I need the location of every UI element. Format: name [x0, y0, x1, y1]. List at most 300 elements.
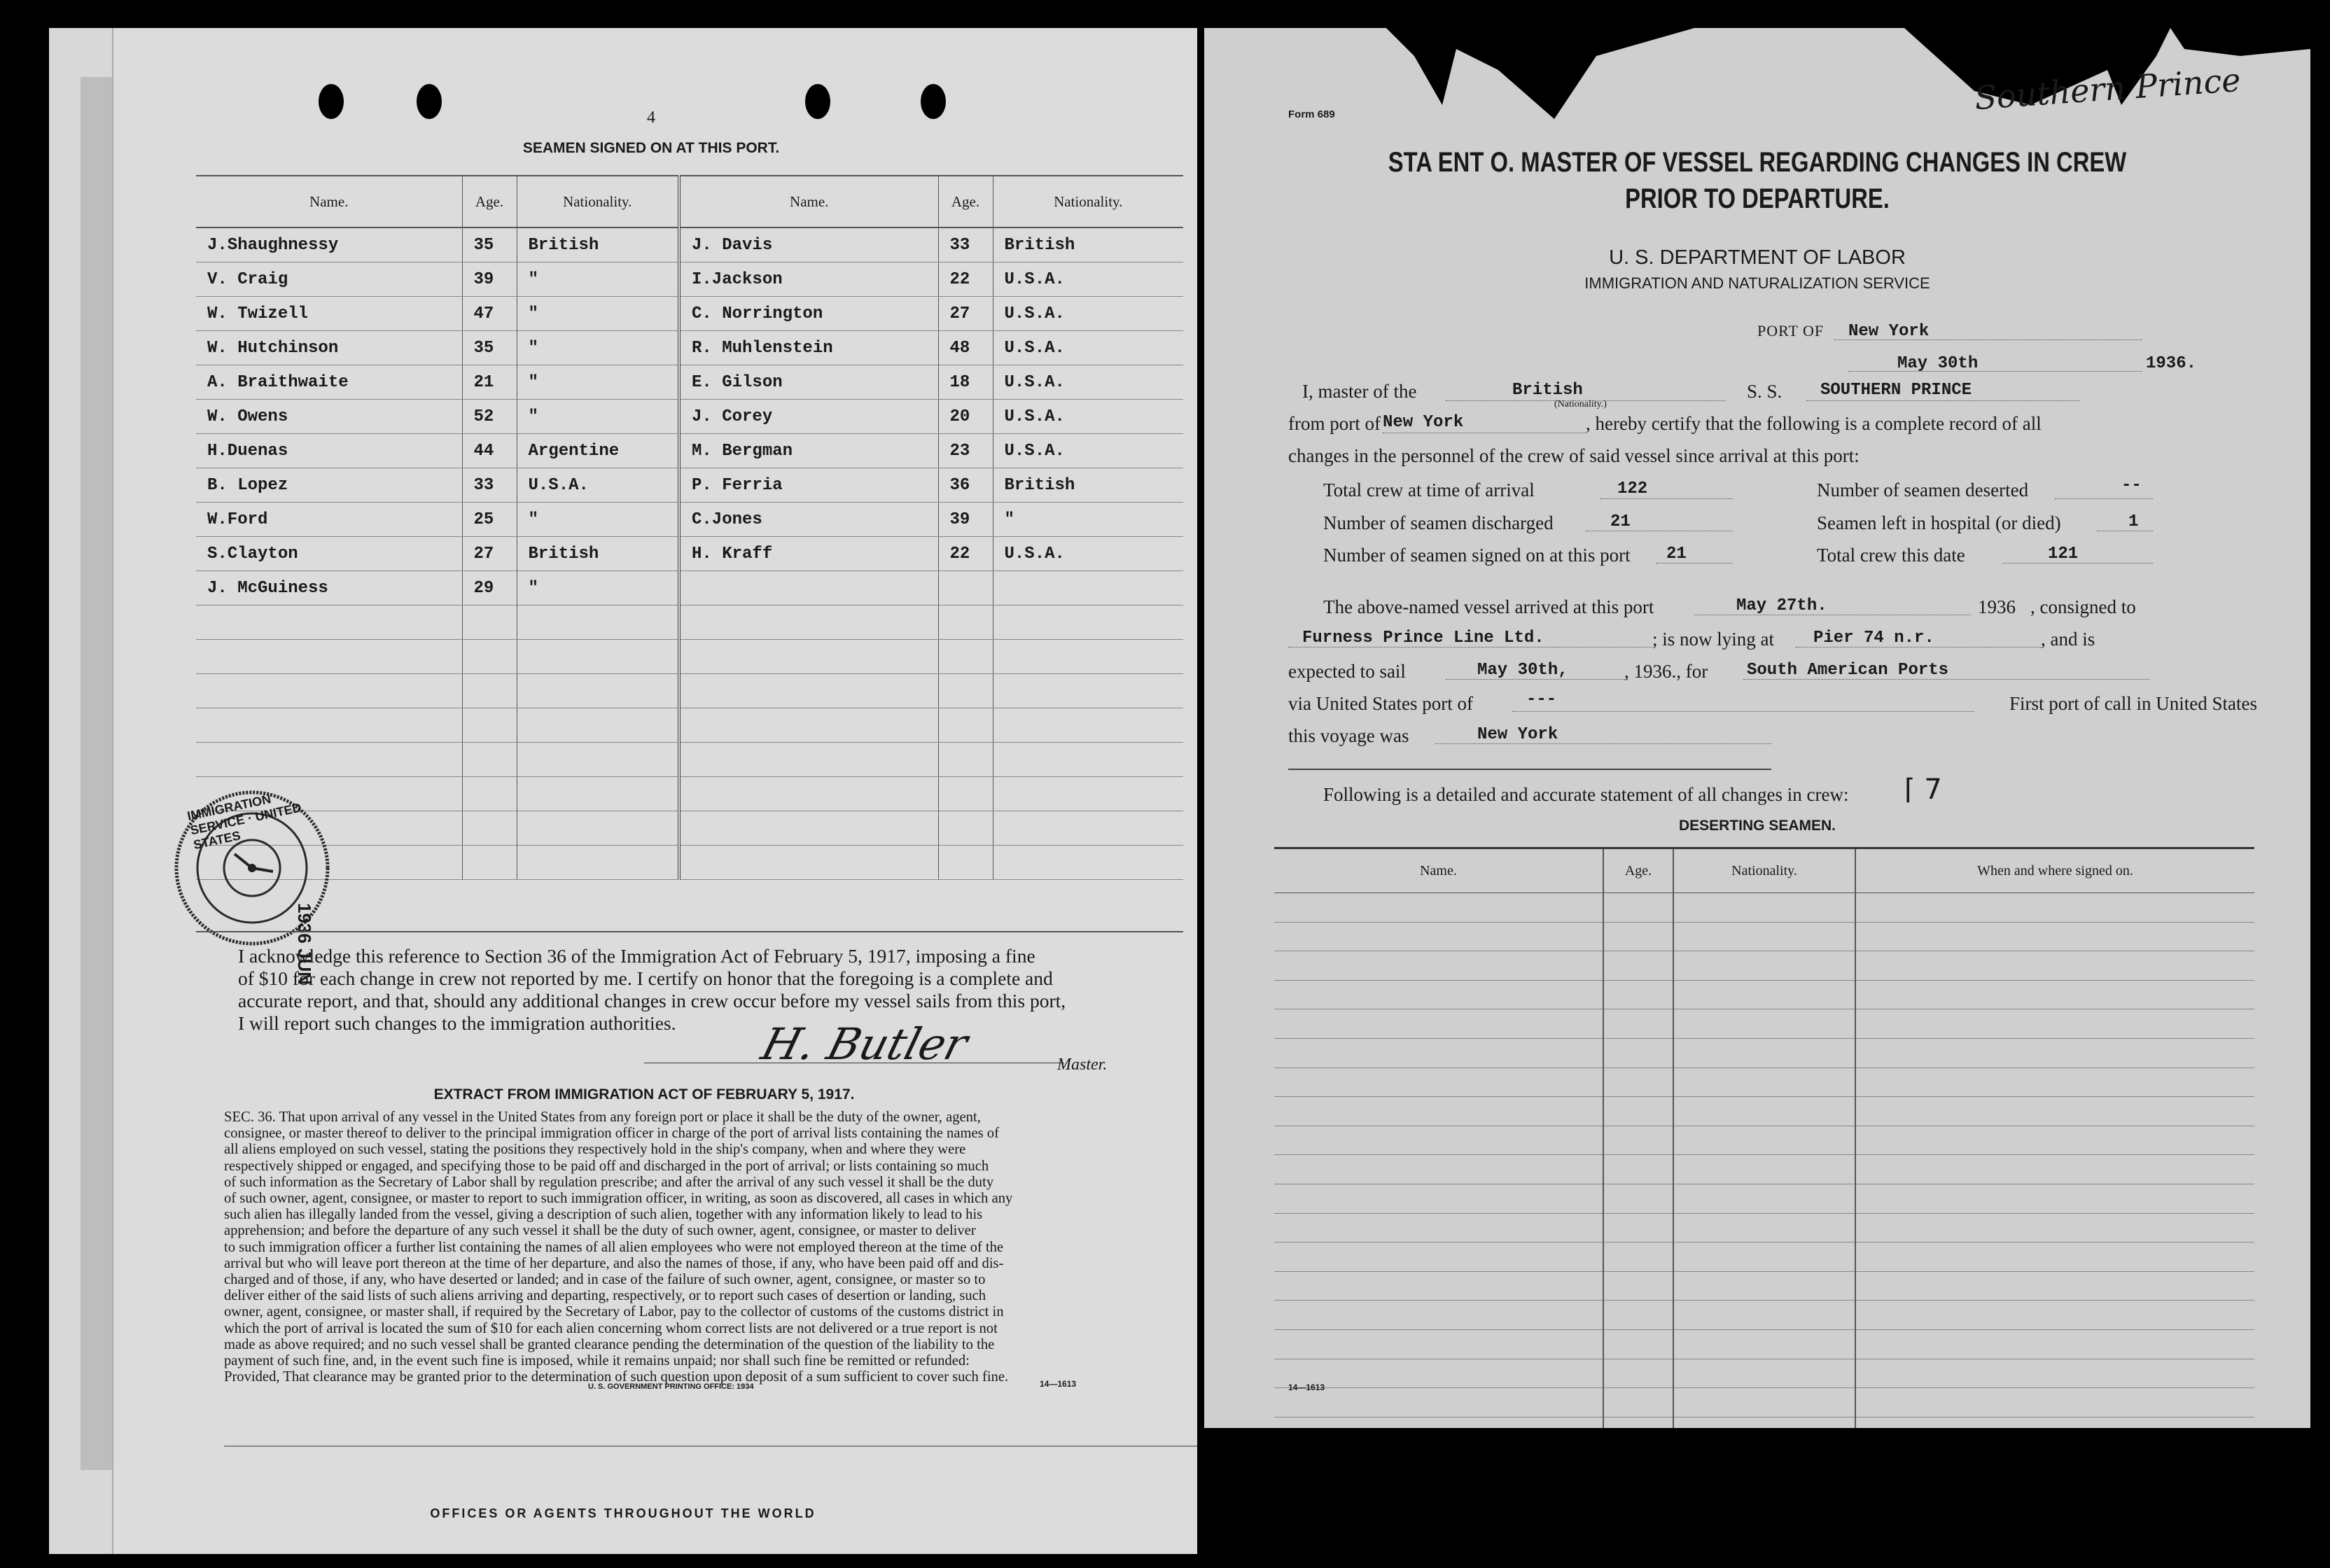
- deserter-signed-on-cell: [1855, 1126, 2254, 1155]
- deserter-name-cell: [1274, 922, 1603, 951]
- seaman-name: [679, 708, 938, 743]
- table-row: [1274, 1068, 2254, 1097]
- seaman-age: [938, 571, 993, 606]
- deserter-name-cell: [1274, 893, 1603, 923]
- form-title-line1: STA ENT O. MASTER OF VESSEL REGARDING CHANGES IN CREW: [1388, 147, 2127, 178]
- seaman-nationality: [993, 640, 1183, 674]
- seaman-age: 25: [462, 503, 517, 537]
- seaman-age: 18: [938, 365, 993, 400]
- deserter-nationality-cell: [1673, 893, 1855, 923]
- seaman-age: 35: [462, 331, 517, 365]
- table-row: [1274, 1155, 2254, 1184]
- right-page: [1204, 28, 2310, 1428]
- seaman-age: [462, 606, 517, 640]
- deserter-signed-on-cell: [1855, 922, 2254, 951]
- destination-value: South American Ports: [1747, 661, 1949, 680]
- table-row: [1274, 951, 2254, 981]
- deserter-nationality-cell: [1673, 951, 1855, 981]
- deserter-name-cell: [1274, 951, 1603, 981]
- seaman-age: 33: [938, 227, 993, 262]
- deserter-age-cell: [1603, 951, 1673, 981]
- deserter-signed-on-cell: [1855, 1388, 2254, 1418]
- consigned-text: , consigned to: [2030, 596, 2136, 617]
- seaman-age: [462, 743, 517, 777]
- master-signature: H. Butler: [756, 1018, 973, 1070]
- ack-line: I acknowledge this reference to Section 36 of the Immigration Act of February 5, 1917, imposing a fine: [238, 945, 1035, 967]
- seaman-name: W.Ford: [196, 503, 462, 537]
- extract-line: such alien has illegally landed from the vessel, giving a description of such alien, together with any information likely to lead to his: [224, 1207, 983, 1223]
- deserter-age-cell: [1603, 1155, 1673, 1184]
- deserter-age-cell: [1603, 1038, 1673, 1068]
- deserter-name-cell: [1274, 1038, 1603, 1068]
- page-number: 4: [647, 108, 655, 127]
- table-row: [196, 606, 1183, 640]
- from-port-value: New York: [1383, 413, 1464, 432]
- seaman-age: 48: [938, 331, 993, 365]
- lying-text: ; is now lying at: [1652, 629, 1774, 650]
- deserter-name-cell: [1274, 1068, 1603, 1097]
- deserter-age-cell: [1603, 1388, 1673, 1418]
- seaman-age: 27: [462, 537, 517, 571]
- seaman-nationality: [993, 811, 1183, 846]
- deserter-signed-on-cell: [1855, 1213, 2254, 1242]
- deserter-age-cell: [1603, 1301, 1673, 1330]
- seaman-age: [938, 846, 993, 880]
- seaman-nationality: ": [517, 503, 679, 537]
- deserter-age-cell: [1603, 1097, 1673, 1126]
- seaman-nationality: U.S.A.: [993, 365, 1183, 400]
- master-of-text: I, master of the: [1302, 381, 1417, 402]
- extract-line: charged and of those, if any, who have deserted or landed; and in case of the failure of such owner, agent, consignee, or master so to: [224, 1272, 986, 1288]
- nationality-value: British: [1512, 381, 1583, 400]
- seaman-age: [938, 708, 993, 743]
- bottom-text: OFFICES OR AGENTS THROUGHOUT THE WORLD: [430, 1506, 816, 1520]
- seaman-nationality: U.S.A.: [517, 468, 679, 503]
- punch-hole: [417, 84, 442, 119]
- seaman-nationality: [993, 708, 1183, 743]
- table-row: [1274, 893, 2254, 923]
- seamen-title: SEAMEN SIGNED ON AT THIS PORT.: [522, 140, 780, 156]
- seaman-nationality: U.S.A.: [993, 331, 1183, 365]
- deserter-nationality-cell: [1673, 1126, 1855, 1155]
- seaman-nationality: [517, 674, 679, 708]
- extract-line: which the port of arrival is located the sum of $10 for each alien concerning whom correct lists are not delivered or a true report is not: [224, 1320, 998, 1336]
- seaman-age: [938, 674, 993, 708]
- deserter-name-cell: [1274, 1126, 1603, 1155]
- seaman-name: [679, 846, 938, 880]
- deserter-name-cell: [1274, 1329, 1603, 1359]
- voyage-rule: [1288, 769, 1771, 770]
- seaman-age: 33: [462, 468, 517, 503]
- table-row: [1274, 1388, 2254, 1418]
- seaman-nationality: U.S.A.: [993, 537, 1183, 571]
- seaman-age: 22: [938, 537, 993, 571]
- deserter-name-cell: [1274, 1417, 1603, 1428]
- seaman-age: 52: [462, 400, 517, 434]
- seaman-name: V. Craig: [196, 262, 462, 297]
- table-row: [196, 331, 1183, 365]
- deserter-name-cell: [1274, 1155, 1603, 1184]
- table-row: [196, 365, 1183, 400]
- col-header-age: Age.: [462, 176, 517, 227]
- deserter-age-cell: [1603, 1068, 1673, 1097]
- extract-text: [224, 1110, 1197, 1385]
- table-row: [196, 537, 1183, 571]
- seaman-age: [462, 846, 517, 880]
- voyage-value: New York: [1477, 725, 1558, 744]
- port-value: New York: [1848, 322, 1930, 341]
- seaman-nationality: ": [517, 262, 679, 297]
- extract-line: deliver either of the said lists of such aliens arriving and departing, respectively, or to report such cases of desertion or landing, such: [224, 1288, 986, 1304]
- deserter-signed-on-cell: [1855, 1068, 2254, 1097]
- table-bottom-rule: [196, 931, 1183, 932]
- deserting-title: DESERTING SEAMEN.: [1678, 818, 1836, 834]
- seaman-age: 21: [462, 365, 517, 400]
- deserter-nationality-cell: [1673, 1184, 1855, 1213]
- deserter-nationality-cell: [1673, 1359, 1855, 1388]
- col-header-name: Name.: [679, 176, 938, 227]
- table-row: [1274, 1329, 2254, 1359]
- col-header-age: Age.: [1603, 848, 1673, 893]
- ship-name: SOUTHERN PRINCE: [1820, 381, 1972, 400]
- seaman-name: J. McGuiness: [196, 571, 462, 606]
- service-name: IMMIGRATION AND NATURALIZATION SERVICE: [1584, 274, 1930, 292]
- seaman-name: B. Lopez: [196, 468, 462, 503]
- seaman-name: [196, 708, 462, 743]
- extract-line: consignee, or master thereof to deliver to the principal immigration officer in charge of the port of arrival lists containing the names of: [224, 1126, 999, 1142]
- deserter-nationality-cell: [1673, 1388, 1855, 1418]
- left-form-code: 14—1613: [1040, 1379, 1077, 1389]
- seaman-nationality: [993, 674, 1183, 708]
- seaman-name: W. Owens: [196, 400, 462, 434]
- seaman-nationality: British: [993, 468, 1183, 503]
- extract-line: apprehension; and before the departure of any such vessel it shall be the duty of such owner, agent, consignee, or master to deliver: [224, 1223, 976, 1239]
- acknowledgement-text: [238, 945, 1197, 1035]
- seaman-age: [462, 674, 517, 708]
- handwritten-mark: ⌈ 7: [1904, 774, 1942, 806]
- seaman-age: 23: [938, 434, 993, 468]
- deserter-signed-on-cell: [1855, 1038, 2254, 1068]
- seaman-age: [938, 606, 993, 640]
- date-value: May 30th: [1897, 354, 1979, 373]
- table-row: [196, 640, 1183, 674]
- deserter-nationality-cell: [1673, 1038, 1855, 1068]
- deserter-name-cell: [1274, 1242, 1603, 1272]
- deserter-signed-on-cell: [1855, 1097, 2254, 1126]
- table-row: [1274, 922, 2254, 951]
- total-crew-arrival-line: [1600, 498, 1733, 499]
- deserter-signed-on-cell: [1855, 1242, 2254, 1272]
- deserter-age-cell: [1603, 1417, 1673, 1428]
- table-row: [1274, 1097, 2254, 1126]
- extract-line: owner, agent, consignee, or master shall, if required by the Secretary of Labor, pay to the collector of customs of the customs district in: [224, 1304, 1004, 1320]
- seaman-nationality: ": [993, 503, 1183, 537]
- deserter-nationality-cell: [1673, 1329, 1855, 1359]
- department-name: U. S. DEPARTMENT OF LABOR: [1609, 246, 1906, 269]
- seaman-name: S.Clayton: [196, 537, 462, 571]
- seaman-nationality: [517, 606, 679, 640]
- via-value: ---: [1526, 690, 1557, 709]
- seaman-age: [938, 777, 993, 811]
- deserter-nationality-cell: [1673, 1155, 1855, 1184]
- deserter-signed-on-cell: [1855, 1271, 2254, 1301]
- seaman-name: [679, 811, 938, 846]
- seaman-name: R. Muhlenstein: [679, 331, 938, 365]
- table-row: [1274, 1301, 2254, 1330]
- deserter-signed-on-cell: [1855, 1155, 2254, 1184]
- seaman-age: [462, 708, 517, 743]
- extract-line: to such immigration officer a further list containing the names of all alien employees who were not employed thereon at the time of the: [224, 1239, 1004, 1255]
- date-line: [1848, 371, 2142, 372]
- seaman-nationality: U.S.A.: [993, 434, 1183, 468]
- sail-year-text: , 1936., for: [1624, 661, 1708, 682]
- seaman-nationality: [517, 708, 679, 743]
- table-row: [196, 400, 1183, 434]
- seaman-name: P. Ferria: [679, 468, 938, 503]
- seaman-name: J.Shaughnessy: [196, 227, 462, 262]
- seaman-nationality: British: [993, 227, 1183, 262]
- deserting-table: [1274, 847, 2254, 1428]
- seaman-name: A. Braithwaite: [196, 365, 462, 400]
- deserter-nationality-cell: [1673, 1242, 1855, 1272]
- seaman-nationality: ": [517, 365, 679, 400]
- deserter-nationality-cell: [1673, 1301, 1855, 1330]
- deserter-age-cell: [1603, 1271, 1673, 1301]
- form-label: Form 689: [1288, 108, 1335, 120]
- deserter-age-cell: [1603, 1359, 1673, 1388]
- extract-title: EXTRACT FROM IMMIGRATION ACT OF FEBRUARY 5, 1917.: [433, 1086, 855, 1102]
- seaman-nationality: [993, 743, 1183, 777]
- seaman-nationality: [517, 743, 679, 777]
- table-row: [1274, 1417, 2254, 1428]
- bottom-rule: [224, 1446, 1197, 1447]
- deserter-signed-on-cell: [1855, 1301, 2254, 1330]
- table-row: [196, 503, 1183, 537]
- punch-hole: [921, 84, 946, 119]
- deserter-signed-on-cell: [1855, 1184, 2254, 1213]
- left-page: [49, 28, 1197, 1554]
- total-crew-date-value: 121: [2048, 545, 2079, 564]
- seaman-name: E. Gilson: [679, 365, 938, 400]
- deserter-age-cell: [1603, 1213, 1673, 1242]
- deserter-name-cell: [1274, 980, 1603, 1009]
- deserter-nationality-cell: [1673, 1417, 1855, 1428]
- deserter-age-cell: [1603, 1329, 1673, 1359]
- extract-line: arrival but who will leave port thereon at the time of her departure, and also the names of those, if any, who have been paid off and dis-: [224, 1255, 1004, 1271]
- deserter-name-cell: [1274, 1097, 1603, 1126]
- seamen-header-row: [196, 176, 1183, 227]
- ss-label: S. S.: [1747, 381, 1783, 402]
- handwritten-corner: Southern Prince: [1973, 60, 2242, 118]
- table-row: [1274, 1126, 2254, 1155]
- deserter-nationality-cell: [1673, 1213, 1855, 1242]
- via-text: via United States port of: [1288, 693, 1473, 714]
- seaman-name: C.Jones: [679, 503, 938, 537]
- deserter-signed-on-cell: [1855, 1009, 2254, 1039]
- seaman-nationality: [993, 846, 1183, 880]
- seaman-name: J. Corey: [679, 400, 938, 434]
- seaman-age: [938, 811, 993, 846]
- and-is-text: , and is: [2041, 629, 2095, 650]
- seaman-nationality: ": [517, 571, 679, 606]
- total-crew-arrival-label: Total crew at time of arrival: [1323, 479, 1535, 500]
- certify-text: , hereby certify that the following is a complete record of all: [1586, 413, 2042, 434]
- seaman-nationality: U.S.A.: [993, 262, 1183, 297]
- nationality-caption: (Nationality.): [1554, 399, 1607, 410]
- extract-line: SEC. 36. That upon arrival of any vessel in the United States from any foreign port or place it shall be the duty of the owner, agent,: [224, 1110, 981, 1125]
- seaman-nationality: ": [517, 331, 679, 365]
- deserter-age-cell: [1603, 980, 1673, 1009]
- col-header-nationality: Nationality.: [1673, 848, 1855, 893]
- signed-on-value: 21: [1666, 545, 1687, 564]
- right-form-code: 14—1613: [1288, 1382, 1325, 1392]
- deserter-name-cell: [1274, 1213, 1603, 1242]
- port-label: PORT OF: [1757, 322, 1825, 340]
- table-row: [1274, 1359, 2254, 1388]
- seaman-name: [679, 571, 938, 606]
- extract-line: of such information as the Secretary of Labor shall by regulation prescribe; and after the arrival of any such vessel it shall be the duty: [224, 1174, 994, 1190]
- seaman-age: [462, 777, 517, 811]
- deserter-signed-on-cell: [1855, 893, 2254, 923]
- seaman-name: [196, 640, 462, 674]
- table-row: [196, 811, 1183, 846]
- seaman-age: 22: [938, 262, 993, 297]
- col-header-signed-on: When and where signed on.: [1855, 848, 2254, 893]
- seaman-nationality: [993, 777, 1183, 811]
- seaman-age: [938, 640, 993, 674]
- hospital-value: 1: [2128, 512, 2139, 531]
- seaman-name: H.Duenas: [196, 434, 462, 468]
- col-header-nationality: Nationality.: [517, 176, 679, 227]
- seaman-name: W. Twizell: [196, 297, 462, 331]
- total-crew-date-label: Total crew this date: [1817, 545, 1965, 566]
- extract-line: respectively shipped or engaged, and specifying those to be paid off and discharged in the port of arrival; or lists containing so much: [224, 1158, 989, 1174]
- seaman-age: [462, 640, 517, 674]
- deserted-value: --: [2121, 476, 2142, 495]
- table-row: [196, 262, 1183, 297]
- seaman-age: 47: [462, 297, 517, 331]
- col-header-nationality: Nationality.: [993, 176, 1183, 227]
- table-row: [1274, 1184, 2254, 1213]
- col-header-name: Name.: [196, 176, 462, 227]
- table-row: [1274, 1009, 2254, 1039]
- seaman-nationality: British: [517, 537, 679, 571]
- ack-line: I will report such changes to the immigration authorities.: [238, 1012, 676, 1034]
- seamen-table: [196, 175, 1183, 880]
- signed-on-label: Number of seamen signed on at this port: [1323, 545, 1631, 566]
- punch-hole: [805, 84, 830, 119]
- extract-line: all aliens employed on such vessel, stating the positions they respectively hold in the ship's company, when and where they were: [224, 1142, 966, 1158]
- deserter-age-cell: [1603, 1009, 1673, 1039]
- table-row: [1274, 1242, 2254, 1272]
- table-row: [1274, 1271, 2254, 1301]
- seaman-name: M. Bergman: [679, 434, 938, 468]
- hospital-label: Seamen left in hospital (or died): [1817, 512, 2061, 533]
- seaman-name: [679, 777, 938, 811]
- deserter-nationality-cell: [1673, 1271, 1855, 1301]
- deserter-age-cell: [1603, 922, 1673, 951]
- seaman-name: [679, 743, 938, 777]
- following-text: Following is a detailed and accurate statement of all changes in crew:: [1323, 784, 1849, 805]
- deserter-name-cell: [1274, 1271, 1603, 1301]
- deserted-line: [2055, 498, 2153, 499]
- ack-line: accurate report, and that, should any additional changes in crew occur before my vessel sails from this port,: [238, 990, 1066, 1011]
- col-header-name: Name.: [1274, 848, 1603, 893]
- seaman-name: [679, 606, 938, 640]
- form-title-line2: PRIOR TO DEPARTURE.: [1625, 183, 1890, 214]
- table-row: [196, 227, 1183, 262]
- discharged-label: Number of seamen discharged: [1323, 512, 1554, 533]
- deserter-nationality-cell: [1673, 1068, 1855, 1097]
- table-row: [196, 297, 1183, 331]
- table-row: [196, 674, 1183, 708]
- deserter-signed-on-cell: [1855, 1417, 2254, 1428]
- seaman-name: [679, 674, 938, 708]
- seaman-name: C. Norrington: [679, 297, 938, 331]
- seaman-name: [196, 606, 462, 640]
- seaman-name: J. Davis: [679, 227, 938, 262]
- voyage-text: this voyage was: [1288, 725, 1409, 746]
- printing-office: U. S. GOVERNMENT PRINTING OFFICE: 1934: [588, 1382, 754, 1391]
- year-value: 1936.: [2146, 354, 2197, 373]
- total-crew-arrival-value: 122: [1617, 479, 1648, 498]
- from-port-label: from port of: [1288, 413, 1381, 434]
- table-row: [196, 708, 1183, 743]
- seaman-name: [196, 743, 462, 777]
- seaman-age: 39: [462, 262, 517, 297]
- table-row: [1274, 1038, 2254, 1068]
- deserter-signed-on-cell: [1855, 980, 2254, 1009]
- deserter-name-cell: [1274, 1301, 1603, 1330]
- pier-value: Pier 74 n.r.: [1813, 629, 1934, 648]
- arrived-year: 1936: [1978, 596, 2016, 617]
- seaman-name: [196, 674, 462, 708]
- ship-line: [1806, 400, 2079, 401]
- deserter-name-cell: [1274, 1009, 1603, 1039]
- table-row: [196, 777, 1183, 811]
- extract-line: of such owner, agent, consignee, or master to report to such immigration officer, in writing, as soon as discovered, all cases in which any: [224, 1191, 1013, 1207]
- seaman-nationality: [993, 606, 1183, 640]
- changes-text: changes in the personnel of the crew of said vessel since arrival at this port:: [1288, 445, 1860, 466]
- expected-text: expected to sail: [1288, 661, 1406, 682]
- ack-line: of $10 for each change in crew not reported by me. I certify on honor that the foregoing is a complete and: [238, 967, 1053, 989]
- stamp-date: 1936 JUN: [294, 903, 315, 986]
- seaman-nationality: British: [517, 227, 679, 262]
- extract-line: Provided, That clearance may be granted prior to the determination of such question upon deposit of a sum sufficient to cover such fine.: [224, 1369, 1009, 1385]
- discharged-value: 21: [1610, 512, 1631, 531]
- deserter-age-cell: [1603, 893, 1673, 923]
- deserter-nationality-cell: [1673, 1097, 1855, 1126]
- seaman-nationality: ": [517, 297, 679, 331]
- deserter-age-cell: [1603, 1242, 1673, 1272]
- seaman-nationality: [517, 777, 679, 811]
- arrived-text: The above-named vessel arrived at this port: [1323, 596, 1654, 617]
- seaman-name: H. Kraff: [679, 537, 938, 571]
- first-port-text: First port of call in United States: [2009, 693, 2257, 714]
- extract-line: payment of such fine, and, in the event such fine is imposed, while it remains unpaid; nor shall such fine be remitted or refunded:: [224, 1353, 970, 1369]
- seaman-nationality: U.S.A.: [993, 297, 1183, 331]
- deserter-nationality-cell: [1673, 980, 1855, 1009]
- seaman-name: W. Hutchinson: [196, 331, 462, 365]
- seaman-name: I.Jackson: [679, 262, 938, 297]
- seaman-age: 27: [938, 297, 993, 331]
- deserter-name-cell: [1274, 1184, 1603, 1213]
- col-header-age: Age.: [938, 176, 993, 227]
- stamp-text: IMMIGRATION SERVICE · UNITED STATES: [186, 792, 303, 853]
- via-line: [1512, 711, 1974, 712]
- sail-date-value: May 30th,: [1477, 661, 1568, 680]
- deserter-signed-on-cell: [1855, 1329, 2254, 1359]
